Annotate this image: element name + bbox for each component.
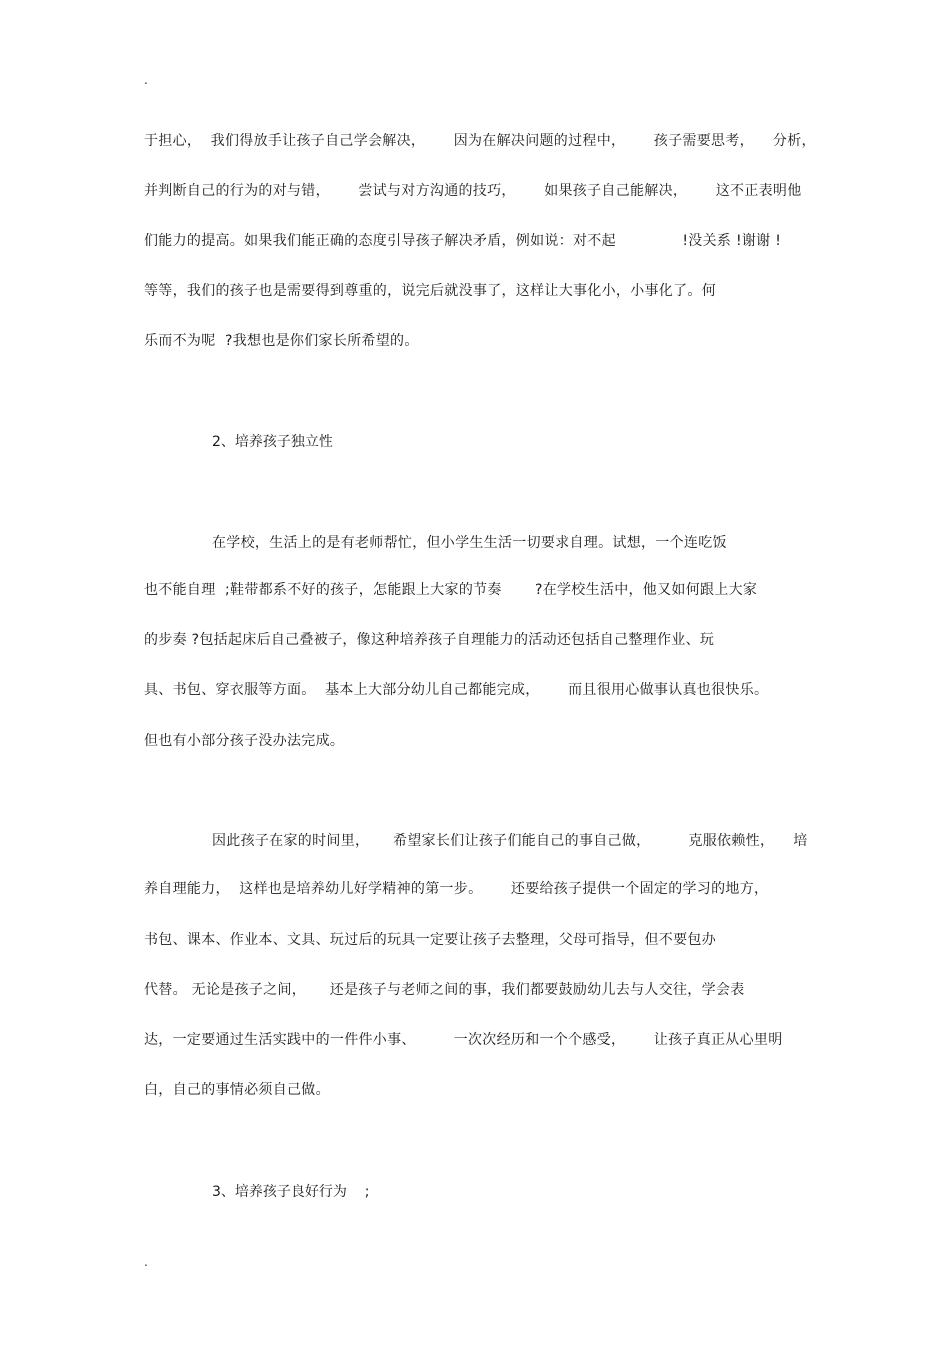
paragraph1-line-1: 于担心， 我们得放手让孩子自己学会解决， 因为在解决问题的过程中， 孩子需要思考， 分析， <box>144 133 816 149</box>
section-heading-2: 2、培养孩子独立性 <box>212 434 333 450</box>
paragraph1-line-3: 们能力的提高。如果我们能正确的态度引导孩子解决矛盾，例如说：对不起 !没关系 !谢谢 ! <box>144 233 782 249</box>
paragraph2-line-4: 具、书包、穿衣服等方面。 基本上大部分幼儿自己都能完成， 而且很用心做事认真也很快乐。 <box>144 682 769 698</box>
paragraph2-line-3: 的步奏 ?包括起床后自己叠被子，像这种培养孩子自理能力的活动还包括自己整理作业、玩 <box>144 632 715 648</box>
page-top-mark: . <box>144 73 148 87</box>
paragraph1-line-4: 等等，我们的孩子也是需要得到尊重的，说完后就没事了，这样让大事化小，小事化了。何 <box>144 283 716 299</box>
paragraph3-line-4: 代替。 无论是孩子之间， 还是孩子与老师之间的事，我们都要鼓励幼儿去与人交往，学会表 <box>144 982 745 998</box>
paragraph3-line-5: 达，一定要通过生活实践中的一件件小事、 一次次经历和一个个感受， 让孩子真正从心里明 <box>144 1032 783 1048</box>
paragraph1-line-2: 并判断自己的行为的对与错， 尝试与对方沟通的技巧， 如果孩子自己能解决， 这不正表明他 <box>144 183 802 199</box>
paragraph3-line-1: 因此孩子在家的时间里， 希望家长们让孩子们能自己的事自己做， 克服依赖性， 培 <box>212 833 808 849</box>
paragraph2-line-1: 在学校，生活上的是有老师帮忙，但小学生生活一切要求自理。试想，一个连吃饭 <box>212 535 727 551</box>
paragraph3-line-2: 养自理能力， 这样也是培养幼儿好学精神的第一步。 还要给孩子提供一个固定的学习的地方， <box>144 881 769 897</box>
paragraph2-line-2: 也不能自理 ;鞋带都系不好的孩子，怎能跟上大家的节奏 ?在学校生活中，他又如何跟上大家 <box>144 582 758 598</box>
section-heading-3: 3、培养孩子良好行为 ; <box>212 1184 370 1200</box>
paragraph3-line-3: 书包、课本、作业本、文具、玩过后的玩具一定要让孩子去整理，父母可指导，但不要包办 <box>144 932 716 948</box>
paragraph3-line-6: 白，自己的事情必须自己做。 <box>144 1082 330 1098</box>
paragraph2-line-5: 但也有小部分孩子没办法完成。 <box>144 733 345 749</box>
page-bottom-mark: . <box>144 1255 148 1269</box>
paragraph1-line-5: 乐而不为呢 ?我想也是你们家长所希望的。 <box>144 333 419 349</box>
